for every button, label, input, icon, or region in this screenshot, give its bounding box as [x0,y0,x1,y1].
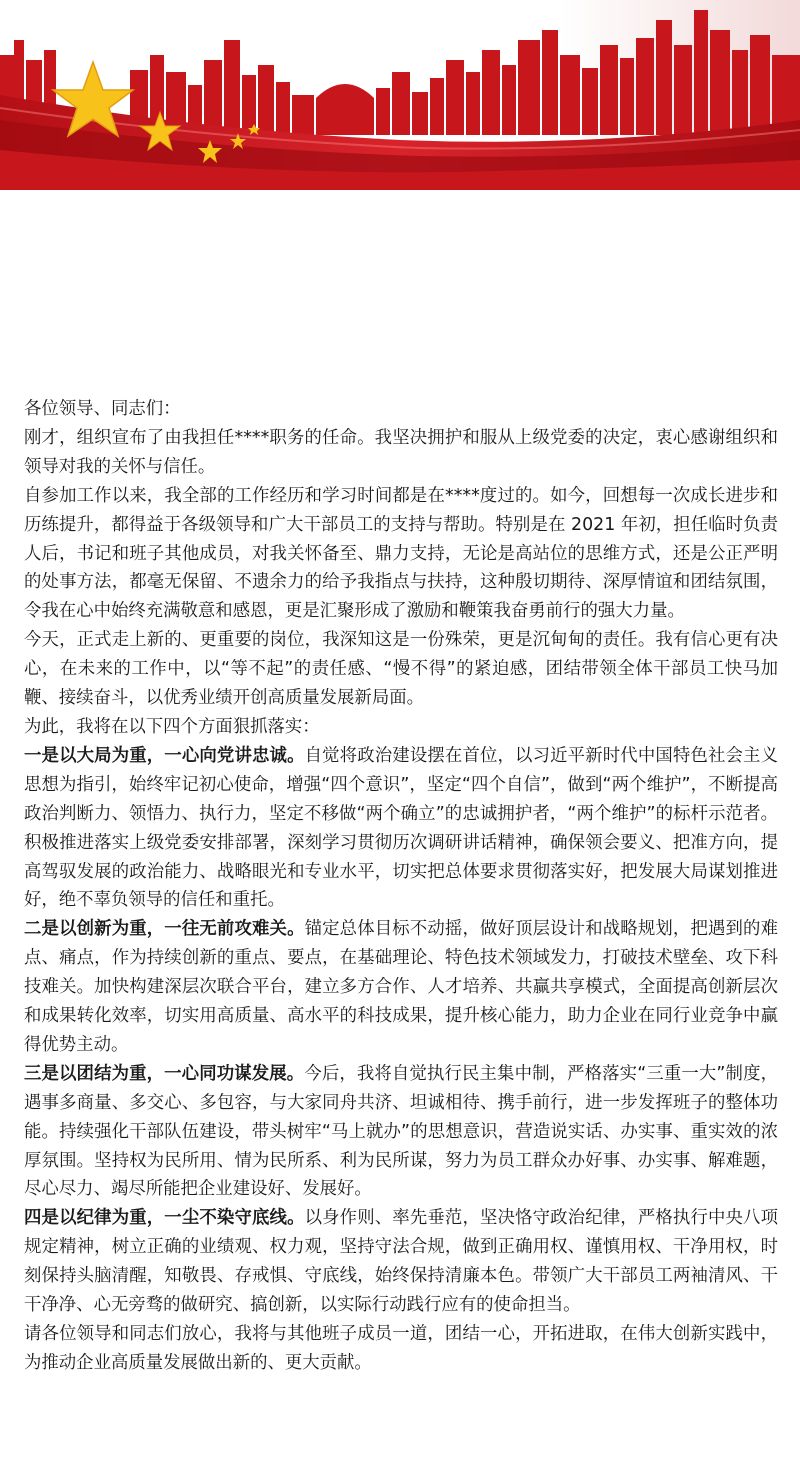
header-banner [0,0,800,190]
greeting: 各位领导、同志们： [24,399,181,419]
paragraph: 今天，正式走上新的、更重要的岗位，我深知这是一份殊荣，更是沉甸甸的责任。我有信心更有决心，在未来的工作中，以“等不起”的责任感、“慢不得”的紧迫感，团结带领全体干部员工快马加鞭、接续奋斗，以优秀业绩开创高质量发展新局面。 [24,630,778,709]
paragraph: 四是以纪律为重，一尘不染守底线。以身作则、率先垂范，坚决恪守政治纪律，严格执行中央八项规定精神，树立正确的业绩观、权力观，坚持守法合规，做到正确用权、谨慎用权、干净用权，时刻保持头脑清醒，知敬畏、存戒惧、守底线，始终保持清廉本色。带领广大干部员工两袖清风、干干净净、心无旁骛的做研究、搞创新，以实际行动践行应有的使命担当。 [24,1208,778,1316]
paragraph: 二是以创新为重，一往无前攻难关。锚定总体目标不动摇，做好顶层设计和战略规划，把遇到的难点、痛点，作为持续创新的重点、要点，在基础理论、特色技术领域发力，打破技术壁垒、攻下科技难关。加快构建深层次联合平台，建立多方合作、人才培养、共赢共享模式，全面提高创新层次和成果转化效率，切实用高质量、高水平的科技成果，提升核心能力，助力企业在同行业竞争中赢得优势主动。 [24,919,778,1055]
paragraph-lead: 一是以大局为重，一心向党讲忠诚。 [24,745,305,766]
paragraph: 三是以团结为重，一心同功谋发展。今后，我将自觉执行民主集中制，严格落实“三重一大”制度，遇事多商量、多交心、多包容，与大家同舟共济、坦诚相待、携手前行，进一步发挥班子的整体功能。持续强化干部队伍建设，带头树牢“马上就办”的思想意识，营造说实话、办实事、重实效的浓厚氛围。坚持权为民所用、情为民所系、利为民所谋，努力为员工群众办好事、办实事、解难题，尽心尽力、竭尽所能把企业建设好、发展好。 [24,1063,778,1200]
paragraph: 刚才，组织宣布了由我担任****职务的任命。我坚决拥护和服从上级党委的决定，衷心感谢组织和领导对我的关怀与信任。 [24,427,778,477]
paragraph-lead: 四是以纪律为重，一尘不染守底线。 [24,1208,305,1229]
paragraph-lead: 三是以团结为重，一心同功谋发展。 [24,1063,305,1084]
paragraph-lead: 二是以创新为重，一往无前攻难关。 [24,919,305,940]
paragraph: 请各位领导和同志们放心，我将与其他班子成员一道，团结一心，开拓进取，在伟大创新实践中，为推动企业高质量发展做出新的、更大贡献。 [24,1324,778,1373]
paragraph: 自参加工作以来，我全部的工作经历和学习时间都是在****度过的。如今，回想每一次成长进步和历练提升，都得益于各级领导和广大干部员工的支持与帮助。特别是在 2021 年初，担任临时负责人后，书记和班子其他成员，对我关怀备至、鼎力支持，无论是高站位的思维方式，还是公正严明的处事方法，都毫无保留、不遗余力的给予我指点与扶持，这种殷切期待、深厚情谊和团结氛围，令我在心中始终充满敬意和感恩，更是汇聚形成了激励和鞭策我奋勇前行的强大力量。 [24,485,778,622]
speech-body [24,395,778,1378]
paragraph: 为此，我将在以下四个方面狠抓落实： [24,716,320,737]
paragraph: 一是以大局为重，一心向党讲忠诚。自觉将政治建设摆在首位，以习近平新时代中国特色社会主义思想为指引，始终牢记初心使命，增强“四个意识”，坚定“四个自信”，做到“两个维护”，不断提高政治判断力、领悟力、执行力，坚定不移做“两个确立”的忠诚拥护者，“两个维护”的标杆示范者。积极推进落实上级党委安排部署，深刻学习贯彻历次调研讲话精神，确保领会要义、把准方向，提高驾驭发展的政治能力、战略眼光和专业水平，切实把总体要求贯彻落实好，把发展大局谋划推进好，绝不辜负领导的信任和重托。 [24,745,778,911]
